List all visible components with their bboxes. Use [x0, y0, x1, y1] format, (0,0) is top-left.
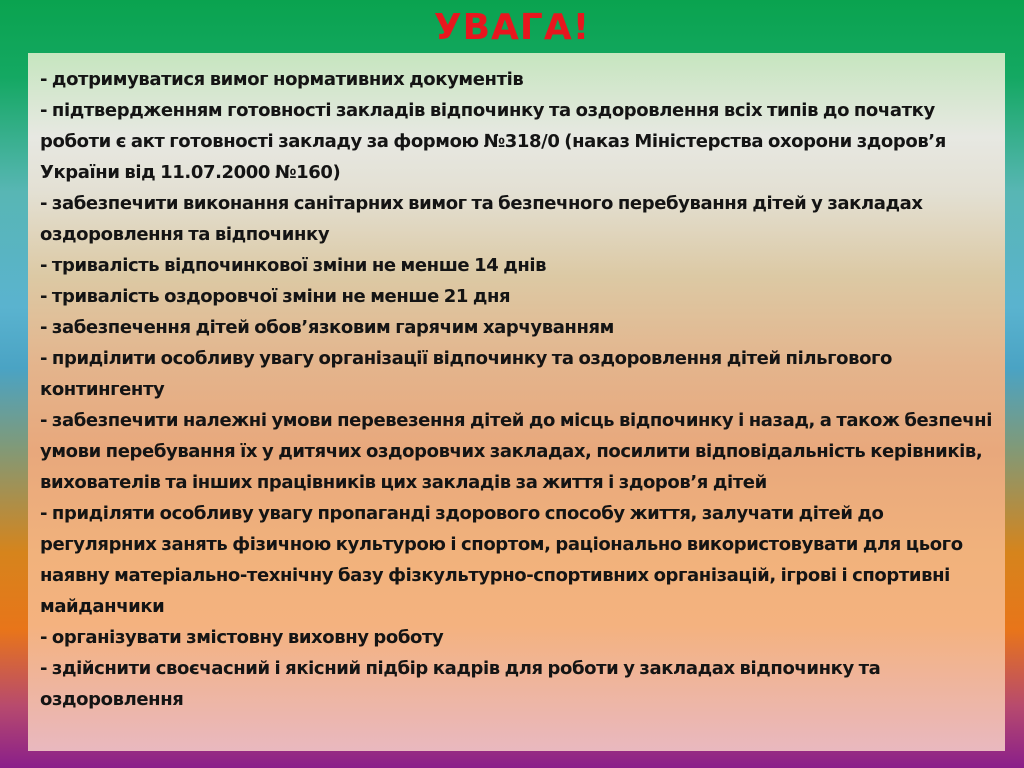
notice-item-10: - організувати змістовну виховну роботу [40, 627, 444, 648]
notice-item-6: - забезпечення дітей обов’язковим гарячим харчуванням [40, 317, 614, 338]
content-panel [28, 53, 1005, 751]
slide-title: УВАГА! [433, 7, 591, 48]
notice-item-9: - приділяти особливу увагу пропаганді здорового способу життя, залучати дітей до регулярних занять фізичною культурою і спортом, раціонально використовувати для цього наявну матеріально-технічну базу фізкультурно-спортивних організацій, ігрові і спортивні майданчики [40, 503, 963, 617]
notice-list [40, 64, 995, 715]
notice-item-1: - дотримуватися вимог нормативних документів [40, 69, 524, 90]
notice-item-3: - забезпечити виконання санітарних вимог та безпечного перебування дітей у закладах оздоровлення та відпочинку [40, 193, 923, 245]
notice-item-7: - приділити особливу увагу організації відпочинку та оздоровлення дітей пільгового контингенту [40, 348, 893, 400]
notice-item-11: - здійснити своєчасний і якісний підбір кадрів для роботи у закладах відпочинку та оздоровлення [40, 658, 881, 710]
notice-item-8: - забезпечити належні умови перевезення дітей до місць відпочинку і назад, а також безпечні умови перебування їх у дитячих оздоровчих закладах, посилити відповідальність керівників, вихователів та інших працівників цих закладів за життя і здоров’я дітей [40, 410, 992, 493]
notice-item-5: - тривалість оздоровчої зміни не менше 21 дня [40, 286, 511, 307]
notice-item-2: - підтвердженням готовності закладів відпочинку та оздоровлення всіх типів до початку роботи є акт готовності закладу за формою №318/0 (наказ Міністерства охорони здоров’я України від 11.07.2000 №160) [40, 100, 946, 183]
notice-item-4: - тривалість відпочинкової зміни не менше 14 днів [40, 255, 547, 276]
